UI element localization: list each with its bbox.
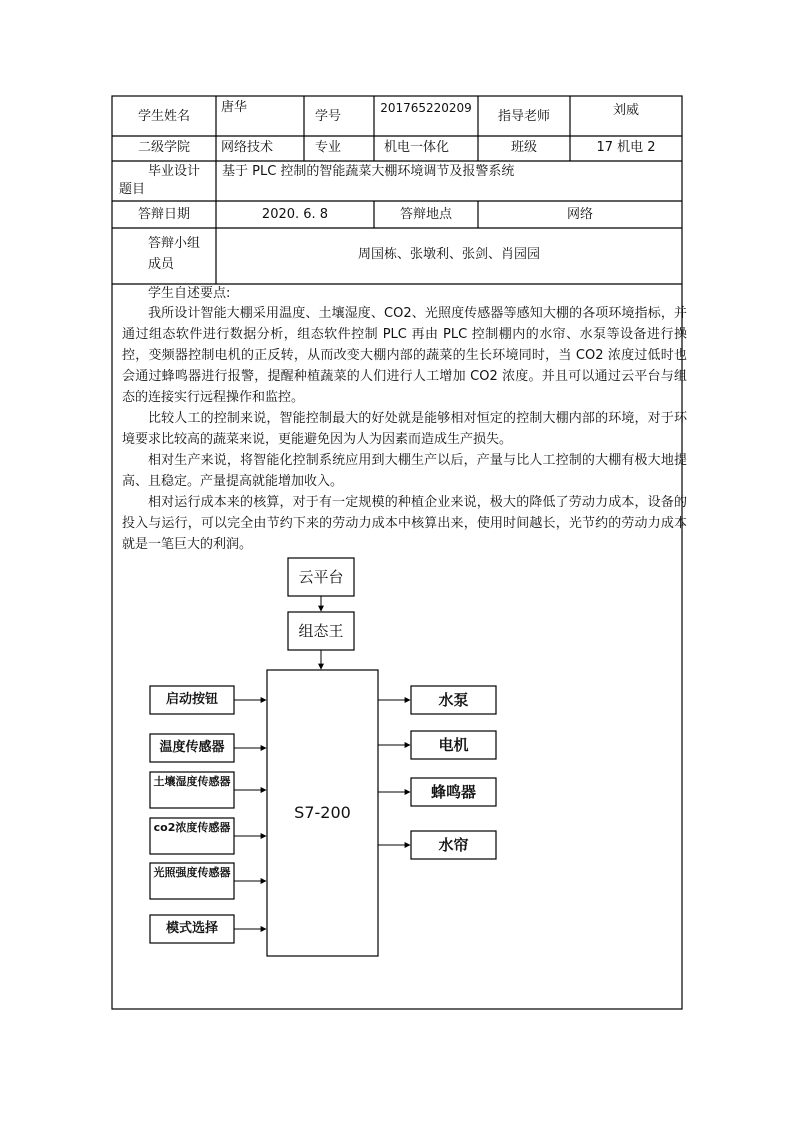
statement-paragraph-3: 相对生产来说，将智能化控制系统应用到大棚生产以后，产量与比人工控制的大棚有极大地提高、且稳定。产量提高就能增加收入。 bbox=[122, 453, 687, 489]
student-id-label: 学号 bbox=[315, 109, 342, 124]
defense-place-label: 答辩地点 bbox=[399, 207, 452, 222]
student-id-value: 201765220209 bbox=[380, 101, 472, 115]
output-label-curtain: 水帘 bbox=[438, 836, 469, 854]
student-name-label: 学生姓名 bbox=[137, 109, 190, 124]
advisor-value: 刘威 bbox=[612, 103, 639, 118]
major-label: 专业 bbox=[315, 140, 342, 155]
scada-label: 组态王 bbox=[298, 622, 344, 640]
college-label: 二级学院 bbox=[137, 140, 190, 155]
defense-date-label: 答辩日期 bbox=[137, 207, 190, 222]
input-label-co2: co2浓度传感器 bbox=[153, 821, 231, 834]
input-label-temperature: 温度传感器 bbox=[159, 740, 225, 755]
advisor-label: 指导老师 bbox=[497, 109, 550, 124]
input-label-soil: 土壤湿度传感器 bbox=[153, 775, 231, 788]
output-label-motor: 电机 bbox=[438, 736, 469, 754]
topic-value: 基于 PLC 控制的智能蔬菜大棚环境调节及报警系统 bbox=[222, 164, 515, 179]
student-name-value: 唐华 bbox=[221, 100, 248, 115]
input-label-mode: 模式选择 bbox=[165, 921, 218, 936]
statement-paragraph-2: 比较人工的控制来说，智能控制最大的好处就是能够相对恒定的控制大棚内部的环境，对于环境要求比较高的蔬菜来说，更能避免因为人为因素而造成生产损失。 bbox=[122, 411, 687, 447]
statement-paragraph-1: 我所设计智能大棚采用温度、土壤湿度、CO2、光照度传感器等感知大棚的各项环境指标，并通过组态软件进行数据分析，组态软件控制 PLC 再由 PLC 控制棚内的水帘、水泵等设备进行操控，变频器控制电机的正反转，从而改变大棚内部的蔬菜的生长环境同时，当 CO2 浓度过低时也会通过蜂鸣器进行报警，提醒种植蔬菜的人们进行人工增加 CO2 浓度。并且可以通过云平台与组态的连接实行远程操作和监控。 bbox=[122, 306, 687, 405]
topic-label-line1: 毕业设计 bbox=[148, 164, 201, 179]
class-label: 班级 bbox=[510, 140, 537, 155]
defense-date-value: 2020. 6. 8 bbox=[261, 207, 329, 222]
output-label-pump: 水泵 bbox=[438, 691, 469, 709]
class-value: 17 机电 2 bbox=[596, 140, 656, 155]
input-label-light: 光照强度传感器 bbox=[153, 866, 231, 879]
panel-members-value: 周国栋、张墩利、张剑、肖园园 bbox=[357, 247, 540, 262]
plc-label: S7-200 bbox=[294, 803, 351, 822]
cloud-label: 云平台 bbox=[298, 568, 344, 586]
major-value: 机电一体化 bbox=[384, 140, 450, 155]
college-value: 网络技术 bbox=[221, 140, 274, 155]
panel-label-line2: 成员 bbox=[148, 257, 175, 272]
statement-heading: 学生自述要点: bbox=[148, 286, 231, 301]
panel-label-line1: 答辩小组 bbox=[148, 236, 201, 251]
topic-label-line2: 题目 bbox=[119, 182, 146, 197]
statement-paragraph-4: 相对运行成本来的核算，对于有一定规模的种植企业来说，极大的降低了劳动力成本，设备的投入与运行，可以完全由节约下来的劳动力成本中核算出来，使用时间越长，光节约的劳动力成本就是一笔巨大的利润。 bbox=[122, 495, 687, 552]
output-label-buzzer: 蜂鸣器 bbox=[430, 783, 476, 801]
defense-place-value: 网络 bbox=[566, 207, 593, 222]
input-label-start: 启动按钮 bbox=[165, 692, 218, 707]
